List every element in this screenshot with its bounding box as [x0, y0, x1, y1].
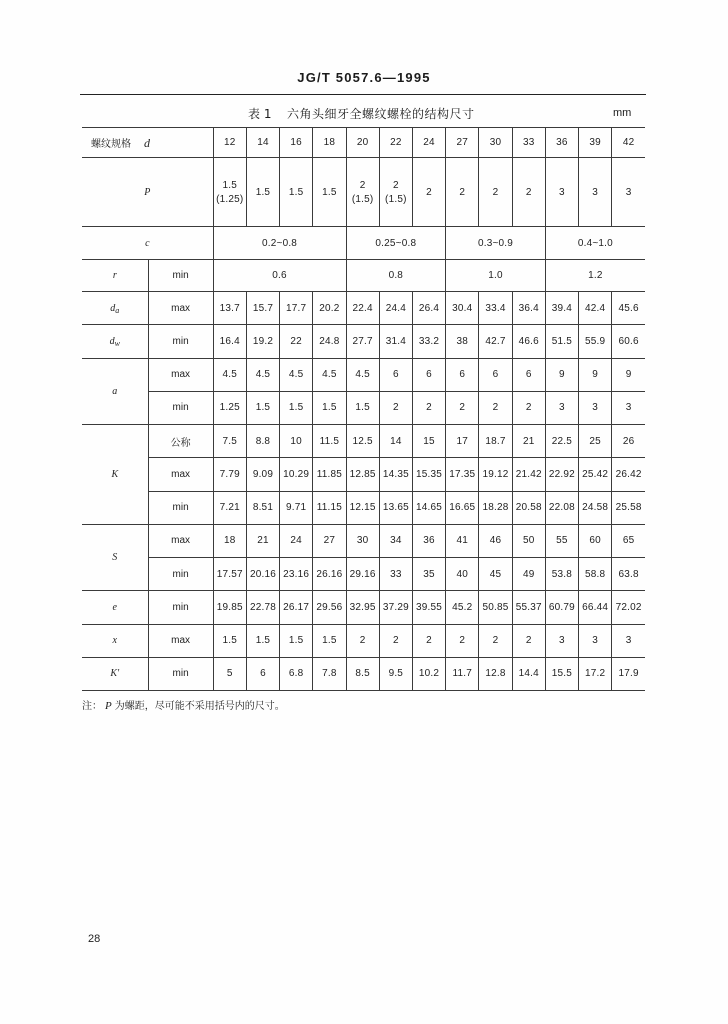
pitch-row — [82, 158, 645, 227]
dimension-value-cell: 6 — [412, 358, 445, 391]
thread-size-cell: 33 — [512, 128, 545, 158]
dimension-symbol-cell — [82, 292, 148, 325]
pitch-alt-value: (1.25) — [216, 193, 244, 205]
dimension-value-cell: 36 — [412, 524, 445, 557]
dimension-value-cell: 15.35 — [412, 458, 445, 491]
dimension-symbol: K' — [110, 668, 120, 680]
dimension-value-cell: 9 — [579, 358, 612, 391]
dimension-value-cell: 39.55 — [412, 591, 445, 624]
dimension-row — [82, 358, 645, 391]
dimension-value-cell: 58.8 — [579, 558, 612, 591]
dimension-limit-cell: max — [148, 358, 213, 391]
pitch-value: 3 — [559, 186, 565, 198]
dimension-value-cell: 8.5 — [346, 657, 379, 690]
pitch-cell — [313, 158, 346, 227]
dimension-value-cell: 37.29 — [379, 591, 412, 624]
dimension-symbol: d — [110, 302, 116, 314]
dimension-value-cell: 4.5 — [246, 358, 279, 391]
dimension-symbol-cell — [82, 524, 148, 591]
c-range-cell: 0.4~1.0 — [545, 227, 645, 260]
dimension-value-cell: 55.9 — [579, 325, 612, 358]
pitch-value: 1.5 — [288, 186, 304, 198]
dimension-value-cell: 24.8 — [313, 325, 346, 358]
dimension-value-cell: 6 — [479, 358, 512, 391]
thread-size-cell: 12 — [213, 128, 246, 158]
dimension-symbol-cell — [82, 657, 148, 690]
dimension-value-cell: 2 — [512, 391, 545, 424]
dimension-value-cell: 13.65 — [379, 491, 412, 524]
dimension-value-cell: 6.8 — [280, 657, 313, 690]
pitch-value: 2 — [359, 179, 366, 191]
dimension-value-cell: 6 — [446, 358, 479, 391]
dimension-value-cell: 14 — [379, 425, 412, 458]
dimension-value-cell: 4.5 — [213, 358, 246, 391]
dimension-value-cell: 45 — [479, 558, 512, 591]
thread-size-cell: 14 — [246, 128, 279, 158]
dimension-value-cell: 41 — [446, 524, 479, 557]
pitch-cell — [545, 158, 578, 227]
pitch-value: 1.5 — [322, 186, 337, 198]
pitch-cell — [246, 158, 279, 227]
dimension-value-cell: 36.4 — [512, 292, 545, 325]
dimension-value-cell: 24.4 — [379, 292, 412, 325]
dimension-value-cell: 2 — [379, 391, 412, 424]
dimension-value-cell: 15.5 — [545, 657, 578, 690]
dimension-symbol: K — [111, 468, 119, 480]
dimension-value-cell: 22.78 — [246, 591, 279, 624]
size-header-row — [82, 128, 645, 158]
dimension-value-cell: 17.9 — [612, 657, 645, 690]
dimension-symbol-cell — [82, 591, 148, 624]
dimension-value-cell: 4.5 — [346, 358, 379, 391]
dimension-value-cell: 25.58 — [612, 491, 645, 524]
dimension-value-cell: 10.29 — [280, 458, 313, 491]
dimension-value-cell: 9.09 — [246, 458, 279, 491]
dimension-value-cell: 55 — [545, 524, 578, 557]
dimension-value-cell: 5 — [213, 657, 246, 690]
dimension-value-cell: 7.8 — [313, 657, 346, 690]
pitch-cell — [512, 158, 545, 227]
table-number: 表 1 — [248, 107, 272, 121]
dimension-value-cell: 16.65 — [446, 491, 479, 524]
table-title: 六角头细牙全螺纹螺栓的结构尺寸 — [287, 107, 475, 121]
dimension-value-cell: 22.4 — [346, 292, 379, 325]
note-symbol: P — [105, 700, 112, 712]
dimension-value-cell: 3 — [612, 391, 645, 424]
dimension-value-cell: 2 — [412, 391, 445, 424]
dimension-row — [82, 558, 645, 591]
dimension-value-cell: 1.5 — [313, 624, 346, 657]
dimension-value-cell: 40 — [446, 558, 479, 591]
dimension-value-cell: 27.7 — [346, 325, 379, 358]
dimension-value-cell: 20.16 — [246, 558, 279, 591]
thread-size-cell: 30 — [479, 128, 512, 158]
dimension-value-cell: 9.71 — [280, 491, 313, 524]
pitch-cell — [213, 158, 246, 227]
dimension-value-cell: 33.4 — [479, 292, 512, 325]
dimension-row — [82, 292, 645, 325]
dimension-limit-cell: max — [148, 458, 213, 491]
dimension-value-cell: 9.5 — [379, 657, 412, 690]
pitch-cell — [346, 158, 379, 227]
dimension-value-cell: 17.7 — [280, 292, 313, 325]
dimension-value-cell: 18 — [213, 524, 246, 557]
thread-size-cell: 18 — [313, 128, 346, 158]
page-number: 28 — [88, 933, 101, 945]
dimension-value-cell: 17.2 — [579, 657, 612, 690]
dimension-value-cell: 25 — [579, 425, 612, 458]
r-symbol-cell: r — [82, 260, 148, 292]
dimension-value-cell: 15 — [412, 425, 445, 458]
dimension-value-cell: 42.4 — [579, 292, 612, 325]
dimension-value-cell: 6 — [379, 358, 412, 391]
dimension-value-cell: 2 — [446, 391, 479, 424]
c-range-cell: 0.2~0.8 — [213, 227, 346, 260]
dimension-value-cell: 45.6 — [612, 292, 645, 325]
dimension-value-cell: 46 — [479, 524, 512, 557]
dimension-value-cell: 26.17 — [280, 591, 313, 624]
dimension-value-cell: 24.58 — [579, 491, 612, 524]
pitch-value: 1.5 — [255, 186, 271, 198]
dimension-value-cell: 55.37 — [512, 591, 545, 624]
r-limit-cell: min — [148, 260, 213, 292]
standard-code: JG/T 5057.6—1995 — [297, 70, 431, 85]
dimension-symbol: a — [112, 385, 118, 397]
thread-size-cell: 24 — [412, 128, 445, 158]
dimension-value-cell: 21.42 — [512, 458, 545, 491]
dimension-value-cell: 49 — [512, 558, 545, 591]
dimension-value-cell: 30.4 — [446, 292, 479, 325]
dimension-value-cell: 14.35 — [379, 458, 412, 491]
dimension-value-cell: 1.5 — [213, 624, 246, 657]
dimension-value-cell: 30 — [346, 524, 379, 557]
dimension-value-cell: 2 — [479, 624, 512, 657]
dimension-value-cell: 60.6 — [612, 325, 645, 358]
dimension-symbol: d — [109, 335, 115, 347]
dimension-row — [82, 491, 645, 524]
thread-size-cell: 16 — [280, 128, 313, 158]
dimension-limit-cell: min — [148, 325, 213, 358]
note-prefix: 注： — [82, 701, 102, 712]
thread-size-cell: 20 — [346, 128, 379, 158]
c-range-cell: 0.25~0.8 — [346, 227, 446, 260]
dimension-limit-cell: max — [148, 624, 213, 657]
dimension-row — [82, 657, 645, 690]
dimension-value-cell: 1.5 — [246, 391, 279, 424]
dimension-row — [82, 391, 645, 424]
pitch-value: 3 — [625, 186, 632, 198]
dimension-value-cell: 39.4 — [545, 292, 578, 325]
dimension-value-cell: 1.5 — [346, 391, 379, 424]
dimension-row — [82, 325, 645, 358]
dimension-row — [82, 591, 645, 624]
dimension-value-cell: 9 — [545, 358, 578, 391]
dimension-value-cell: 19.12 — [479, 458, 512, 491]
pitch-cell — [412, 158, 445, 227]
radius-r-row — [82, 260, 645, 292]
dimension-value-cell: 50 — [512, 524, 545, 557]
dimension-value-cell: 17 — [446, 425, 479, 458]
dimension-value-cell: 33.2 — [412, 325, 445, 358]
dimension-value-cell: 18.28 — [479, 491, 512, 524]
dimension-value-cell: 13.7 — [213, 292, 246, 325]
dimension-limit-cell: max — [148, 524, 213, 557]
dimension-value-cell: 3 — [545, 624, 578, 657]
thread-size-cell: 27 — [446, 128, 479, 158]
dimension-value-cell: 1.5 — [280, 391, 313, 424]
pitch-value: 2 — [492, 186, 499, 198]
dimension-value-cell: 26 — [612, 425, 645, 458]
thread-spec-header-cell — [82, 128, 213, 158]
pitch-alt-value: (1.5) — [385, 193, 407, 205]
dimension-limit-cell: 公称 — [148, 425, 213, 458]
dimension-value-cell: 4.5 — [313, 358, 346, 391]
dimension-symbol: S — [112, 552, 118, 563]
dimension-value-cell: 12.15 — [346, 491, 379, 524]
dimension-table — [82, 127, 645, 691]
dimension-value-cell: 3 — [545, 391, 578, 424]
table-body — [82, 128, 645, 691]
dimension-value-cell: 22 — [280, 325, 313, 358]
dimension-row — [82, 624, 645, 657]
pitch-value: 3 — [592, 186, 599, 198]
dimension-symbol-cell — [82, 425, 148, 525]
pitch-cell — [612, 158, 645, 227]
dimension-value-cell: 60 — [579, 524, 612, 557]
dimension-value-cell: 32.95 — [346, 591, 379, 624]
dimension-value-cell: 19.2 — [246, 325, 279, 358]
dimension-value-cell: 4.5 — [280, 358, 313, 391]
chamfer-c-row — [82, 227, 645, 260]
dimension-value-cell: 63.8 — [612, 558, 645, 591]
c-range-cell: 0.3~0.9 — [446, 227, 546, 260]
dimension-value-cell: 3 — [612, 624, 645, 657]
table-note — [82, 697, 285, 712]
dimension-value-cell: 15.7 — [246, 292, 279, 325]
dimension-value-cell: 25.42 — [579, 458, 612, 491]
dimension-value-cell: 1.25 — [213, 391, 246, 424]
dimension-value-cell: 65 — [612, 524, 645, 557]
dimension-value-cell: 34 — [379, 524, 412, 557]
dimension-value-cell: 10.2 — [412, 657, 445, 690]
pitch-value: 2 — [459, 186, 466, 198]
pitch-symbol-cell: P — [82, 158, 213, 227]
r-min-cell: 1.0 — [446, 260, 546, 292]
dimension-symbol: x — [112, 635, 117, 647]
dimension-value-cell: 17.35 — [446, 458, 479, 491]
pitch-cell — [479, 158, 512, 227]
pitch-cell — [446, 158, 479, 227]
dimension-row — [82, 458, 645, 491]
dimension-value-cell: 17.57 — [213, 558, 246, 591]
thread-spec-symbol: d — [144, 135, 150, 150]
dimension-value-cell: 11.85 — [313, 458, 346, 491]
dimension-value-cell: 22.92 — [545, 458, 578, 491]
dimension-value-cell: 45.2 — [446, 591, 479, 624]
dimension-value-cell: 7.21 — [213, 491, 246, 524]
dimension-value-cell: 2 — [346, 624, 379, 657]
dimension-value-cell: 26.4 — [412, 292, 445, 325]
pitch-value: 2 — [525, 186, 532, 198]
dimension-value-cell: 2 — [446, 624, 479, 657]
dimension-row — [82, 425, 645, 458]
dimension-value-cell: 26.16 — [313, 558, 346, 591]
dimension-value-cell: 2 — [479, 391, 512, 424]
header-rule — [80, 94, 646, 95]
r-min-cell: 0.8 — [346, 260, 446, 292]
dimension-value-cell: 12.85 — [346, 458, 379, 491]
dimension-value-cell: 23.16 — [280, 558, 313, 591]
dimension-value-cell: 2 — [412, 624, 445, 657]
dimension-value-cell: 42.7 — [479, 325, 512, 358]
dimension-limit-cell: min — [148, 558, 213, 591]
dimension-value-cell: 38 — [446, 325, 479, 358]
dimension-value-cell: 21 — [512, 425, 545, 458]
dimension-value-cell: 12.5 — [346, 425, 379, 458]
dimension-limit-cell: min — [148, 591, 213, 624]
dimension-value-cell: 66.44 — [579, 591, 612, 624]
dimension-value-cell: 60.79 — [545, 591, 578, 624]
dimension-value-cell: 11.5 — [313, 425, 346, 458]
dimension-symbol-cell — [82, 624, 148, 657]
dimension-value-cell: 16.4 — [213, 325, 246, 358]
dimension-value-cell: 24 — [280, 524, 313, 557]
dimension-value-cell: 29.56 — [313, 591, 346, 624]
dimension-value-cell: 51.5 — [545, 325, 578, 358]
dimension-symbol-cell — [82, 358, 148, 425]
pitch-cell — [379, 158, 412, 227]
dimension-value-cell: 50.85 — [479, 591, 512, 624]
dimension-value-cell: 46.6 — [512, 325, 545, 358]
dimension-symbol-cell — [82, 325, 148, 358]
dimension-value-cell: 7.79 — [213, 458, 246, 491]
dimension-value-cell: 3 — [579, 391, 612, 424]
dimension-value-cell: 8.51 — [246, 491, 279, 524]
thread-size-cell: 39 — [579, 128, 612, 158]
pitch-cell — [280, 158, 313, 227]
dimension-value-cell: 35 — [412, 558, 445, 591]
pitch-cell — [579, 158, 612, 227]
pitch-value: 1.5 — [222, 179, 237, 191]
dimension-value-cell: 1.5 — [246, 624, 279, 657]
dimension-value-cell: 26.42 — [612, 458, 645, 491]
dimension-value-cell: 7.5 — [213, 425, 246, 458]
dimension-value-cell: 31.4 — [379, 325, 412, 358]
dimension-value-cell: 9 — [612, 358, 645, 391]
dimension-value-cell: 1.5 — [280, 624, 313, 657]
dimension-value-cell: 22.08 — [545, 491, 578, 524]
thread-spec-label: 螺纹规格 — [91, 138, 131, 150]
dimension-value-cell: 53.8 — [545, 558, 578, 591]
dimension-value-cell: 1.5 — [313, 391, 346, 424]
dimension-value-cell: 6 — [246, 657, 279, 690]
dimension-value-cell: 20.58 — [512, 491, 545, 524]
dimension-value-cell: 6 — [512, 358, 545, 391]
dimension-value-cell: 11.15 — [313, 491, 346, 524]
dimension-row — [82, 524, 645, 557]
dimension-value-cell: 21 — [246, 524, 279, 557]
dimension-value-cell: 2 — [512, 624, 545, 657]
dimension-value-cell: 8.8 — [246, 425, 279, 458]
dimension-value-cell: 2 — [379, 624, 412, 657]
table-unit: mm — [613, 107, 632, 119]
dimension-limit-cell: min — [148, 657, 213, 690]
pitch-value: 2 — [426, 186, 432, 198]
note-text: 为螺距，尽可能不采用括号内的尺寸。 — [114, 701, 285, 712]
dimension-value-cell: 27 — [313, 524, 346, 557]
dimension-value-cell: 10 — [280, 425, 313, 458]
pitch-alt-value: (1.5) — [351, 193, 374, 205]
r-min-cell: 1.2 — [545, 260, 645, 292]
dimension-value-cell: 33 — [379, 558, 412, 591]
r-min-cell: 0.6 — [213, 260, 346, 292]
dimension-limit-cell: min — [148, 491, 213, 524]
dimension-value-cell: 22.5 — [545, 425, 578, 458]
dimension-value-cell: 11.7 — [446, 657, 479, 690]
thread-size-cell: 22 — [379, 128, 412, 158]
dimension-subscript: w — [114, 338, 120, 348]
dimension-value-cell: 18.7 — [479, 425, 512, 458]
c-symbol-cell: c — [82, 227, 213, 260]
dimension-value-cell: 19.85 — [213, 591, 246, 624]
dimension-value-cell: 14.4 — [512, 657, 545, 690]
pitch-value: 2 — [392, 179, 399, 191]
dimension-value-cell: 3 — [579, 624, 612, 657]
dimension-value-cell: 14.65 — [412, 491, 445, 524]
dimension-limit-cell: max — [148, 292, 213, 325]
thread-size-cell: 36 — [545, 128, 578, 158]
thread-size-cell: 42 — [612, 128, 645, 158]
dimension-value-cell: 29.16 — [346, 558, 379, 591]
dimension-value-cell: 20.2 — [313, 292, 346, 325]
dimension-subscript: a — [115, 305, 120, 315]
dimension-symbol: e — [112, 601, 117, 613]
dimension-value-cell: 72.02 — [612, 591, 645, 624]
dimension-value-cell: 12.8 — [479, 657, 512, 690]
dimension-limit-cell: min — [148, 391, 213, 424]
